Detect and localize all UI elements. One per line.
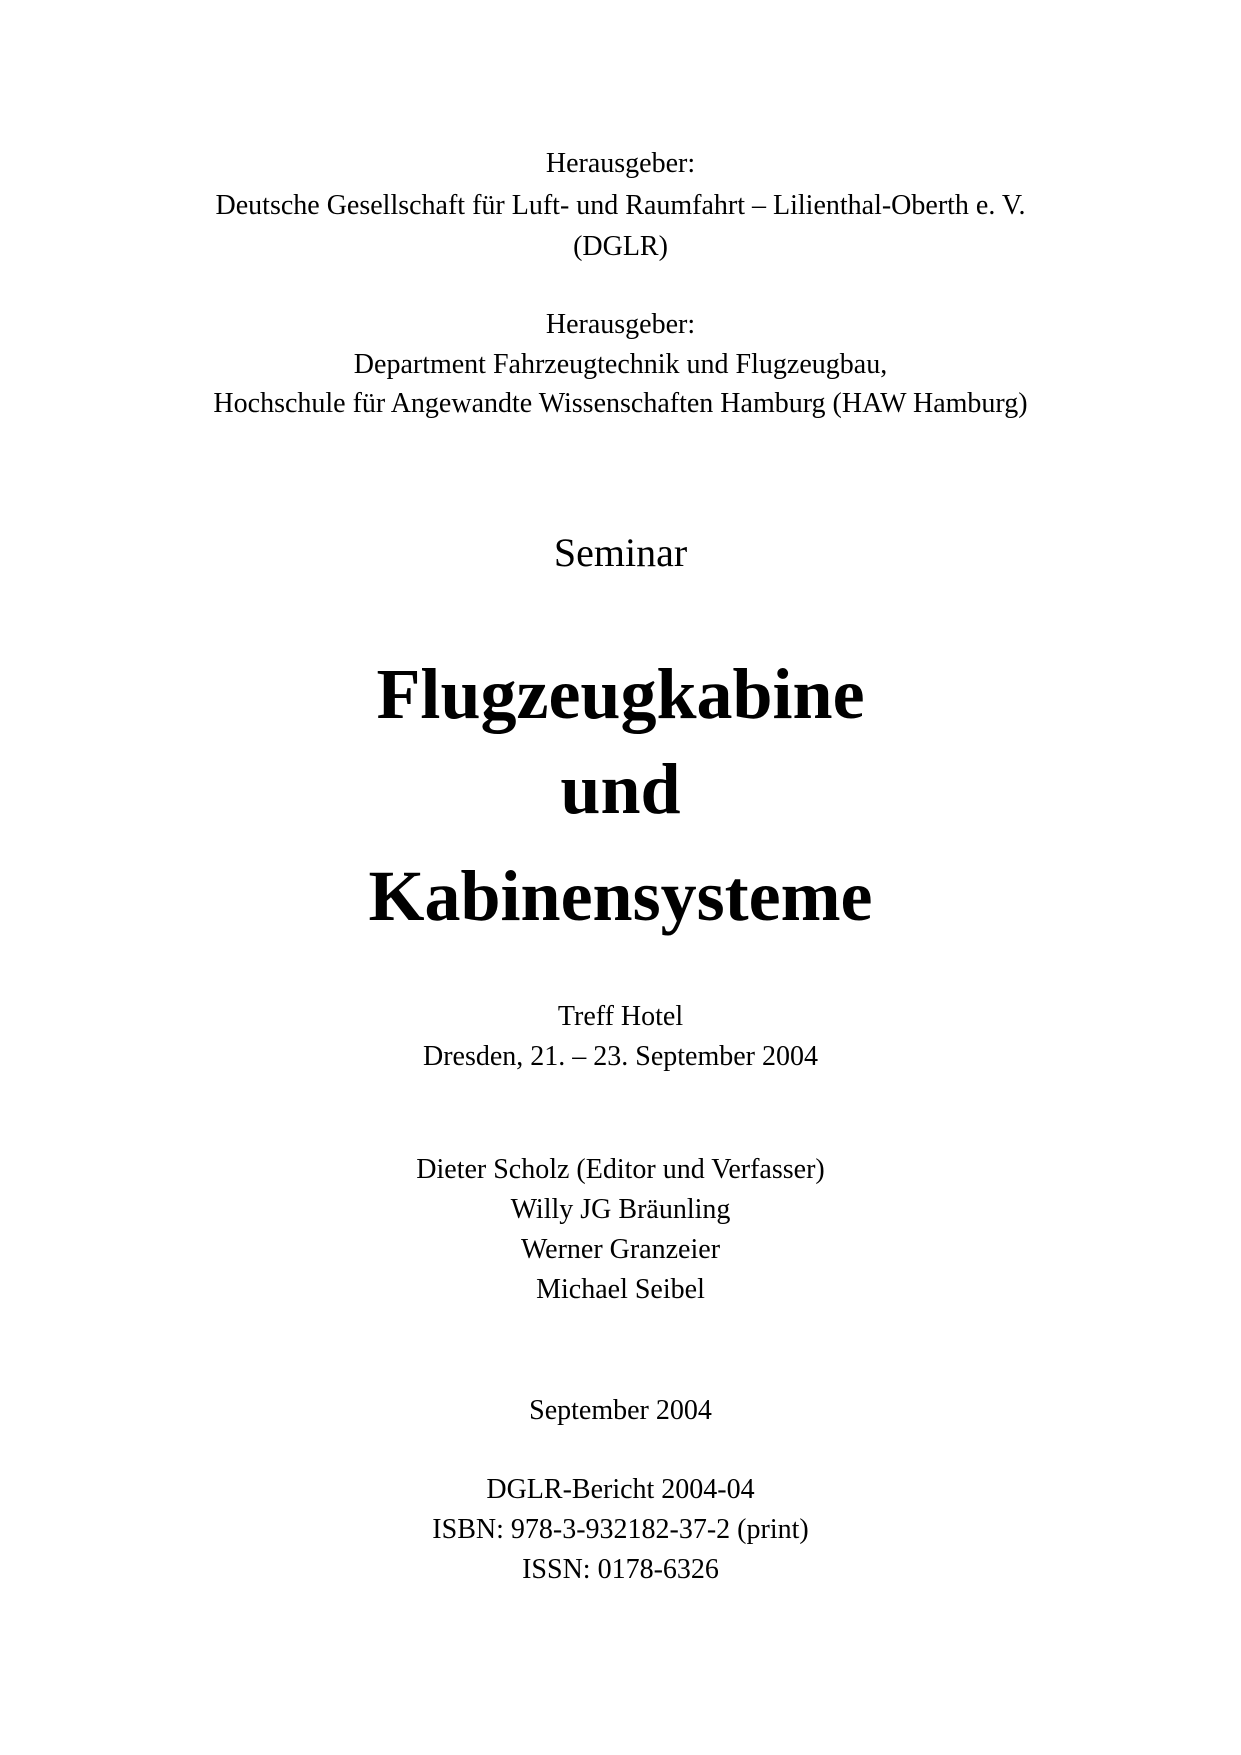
publisher-1-abbreviation: (DGLR) [573,231,668,262]
venue-name: Treff Hotel [557,1001,684,1032]
title-line-3: Kabinensysteme [368,856,873,936]
issn: ISSN: 0178-6326 [522,1554,719,1585]
publisher-2-institution: Hochschule für Angewandte Wissenschaften Hamburg (HAW Hamburg) [213,388,1028,419]
author-3: Werner Granzeier [520,1234,721,1265]
title-line-2: und [560,749,681,829]
report-number: DGLR-Bericht 2004-04 [486,1474,755,1505]
publisher-2-label: Herausgeber: [545,309,696,340]
publication-date: September 2004 [529,1395,712,1426]
title-line-1: Flugzeugkabine [376,654,865,734]
author-4: Michael Seibel [536,1274,705,1305]
publisher-1-name: Deutsche Gesellschaft für Luft- und Raumfahrt – Lilienthal-Oberth e. V. [215,190,1026,221]
publisher-2-department: Department Fahrzeugtechnik und Flugzeugbau, [353,349,888,380]
publisher-1-label: Herausgeber: [545,148,696,179]
seminar-label: Seminar [553,530,688,575]
author-2: Willy JG Bräunling [510,1194,731,1225]
isbn: ISBN: 978-3-932182-37-2 (print) [432,1514,809,1545]
author-1: Dieter Scholz (Editor und Verfasser) [416,1154,825,1185]
venue-location-date: Dresden, 21. – 23. September 2004 [422,1041,819,1072]
